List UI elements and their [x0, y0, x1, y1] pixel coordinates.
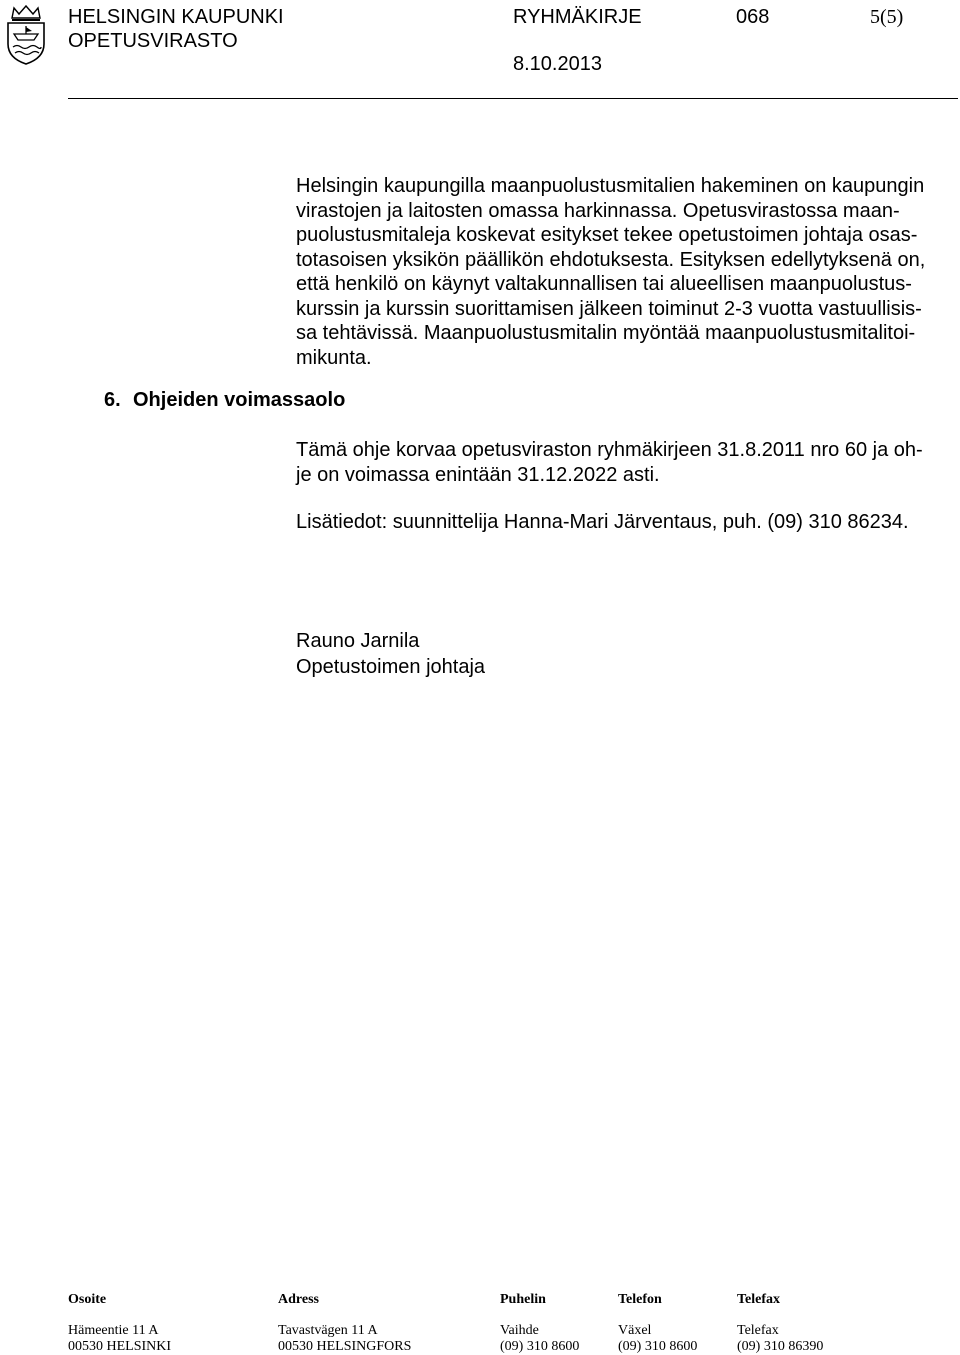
paragraph-line: totasoisen yksikön päällikön ehdotuksesta. Esityksen edellytyksenä on,: [296, 248, 926, 271]
section-title: Ohjeiden voimassaolo: [133, 389, 346, 411]
section-number: 6.: [104, 389, 121, 411]
footer-street-sv: Tavastvägen 11 A: [278, 1323, 378, 1338]
paragraph-line: je on voimassa enintään 31.12.2022 asti.: [296, 463, 660, 486]
footer-exchange-fi: Vaihde: [500, 1323, 539, 1338]
signer-title: Opetustoimen johtaja: [296, 656, 486, 678]
footer-postcode-sv: 00530 HELSINGFORS: [278, 1339, 412, 1354]
footer-fax-label: Telefax: [737, 1323, 779, 1338]
paragraph-line: virastojen ja laitosten omassa harkinnassa. Opetusvirastossa maan-: [296, 199, 900, 222]
paragraph-line: puolustusmitaleja koskevat esitykset tekee opetustoimen johtaja osas-: [296, 224, 918, 246]
contact-info: Lisätiedot: suunnittelija Hanna-Mari Järventaus, puh. (09) 310 86234.: [296, 511, 909, 533]
document-date: 8.10.2013: [513, 53, 602, 75]
signer-name: Rauno Jarnila: [296, 630, 420, 652]
paragraph-line: että henkilö on käynyt valtakunnallisen tai alueellisen maanpuolustus-: [296, 273, 912, 295]
paragraph-line: sa tehtävissä. Maanpuolustusmitalin myöntää maanpuolustusmitalitoi-: [296, 322, 916, 344]
footer-header-adress: Adress: [278, 1292, 319, 1307]
footer-header-telefax: Telefax: [737, 1292, 781, 1307]
document-type: RYHMÄKIRJE: [513, 6, 642, 28]
paragraph-line: kurssin ja kurssin suorittamisen jälkeen toiminut 2-3 vuotta vastuullisis-: [296, 297, 922, 320]
footer-phone-fi: (09) 310 8600: [500, 1339, 580, 1354]
footer-postcode-fi: 00530 HELSINKI: [68, 1339, 172, 1354]
footer-phone-sv: (09) 310 8600: [618, 1339, 698, 1354]
header-divider: [68, 98, 958, 99]
paragraph-line: mikunta.: [296, 346, 372, 369]
paragraph-validity: [296, 438, 956, 487]
footer-header-telefon: Telefon: [618, 1292, 662, 1307]
page-number: 5(5): [870, 6, 904, 28]
paragraph-line: Tämä ohje korvaa opetusviraston ryhmäkirjeen 31.8.2011 nro 60 ja oh-: [296, 439, 923, 461]
footer-header-address: Osoite: [68, 1292, 107, 1307]
footer-header-phone: Puhelin: [500, 1292, 546, 1307]
org-name: HELSINGIN KAUPUNKI: [68, 6, 284, 28]
footer-fax-number: (09) 310 86390: [737, 1339, 824, 1354]
document-number: 068: [736, 6, 770, 28]
footer-exchange-sv: Växel: [618, 1323, 652, 1338]
department-name: OPETUSVIRASTO: [68, 30, 238, 52]
helsinki-coat-of-arms-icon: [4, 4, 48, 66]
paragraph-medals: [296, 174, 956, 370]
paragraph-line: Helsingin kaupungilla maanpuolustusmitalien hakeminen on kaupungin: [296, 175, 925, 197]
footer-street-fi: Hämeentie 11 A: [68, 1323, 159, 1338]
